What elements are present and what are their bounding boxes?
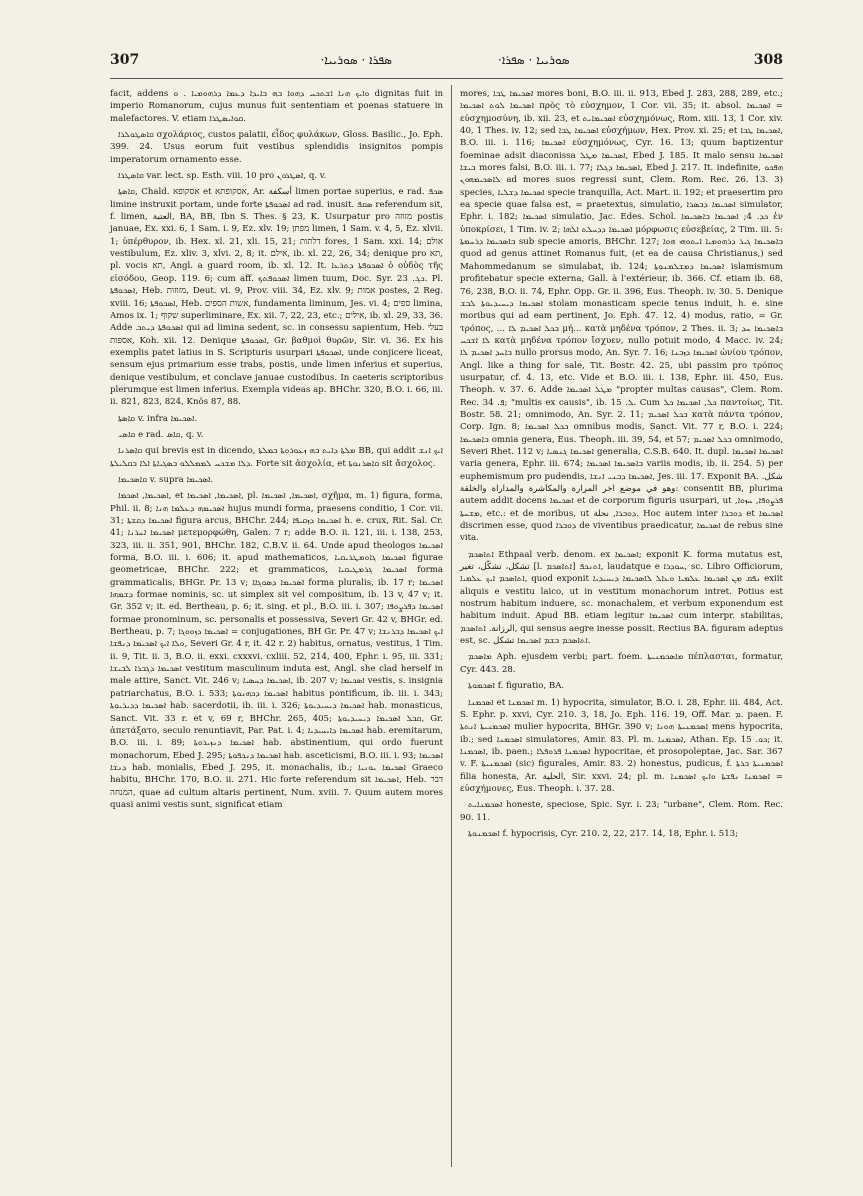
entry-paragraph: ܩܐܣܛܪܐ var. lect. sp. Esth. viii. 10 pro ܐܣܛܪܘܢ, q. v. — [118, 171, 327, 182]
entry-paragraph: ܐܣܟܝܡܐ, ܐܣܟܡܐ, et ܐܣܟܝܡܐ, ܐܣܟܝܡܐ, pl. ܐܣܟܝܡܐ, ܐܣܟܝܡܐ, σχῆμα, m. 1) figura, forma, Phil. ii. 8; ܐܣܟܝܡܗ ܕܥܠܡܐ ܗܢܐ hujus mundi forma, praesens conditio, 1 Cor. vii. 31; ܐܣܟܝܡܐ ܕܩܫܬܐ figura arcus, BHChr. 244; ܐܣܟܝܡܐ ܕܙܩܝܦܐ h. e. crux, Rit. Sal. Cr. 41; ܐܣܟܝܡܐ ܐܚܪܢܐ μετεμορφώθη, Galen. 7 r; adde B.O. ii. 121, iii. i. 138, 253, 323, iii. ii. 351, 901, BHChr. 182, C.B.V. ii. 64. Unde apud theologos ܐܣܟܝܡܐ forma, B.O. iii. i. 606; it. apud mathematicos, ܐܣܟܝܡܐ ܓܐܘܡܛܪܝܩܝܐ figurae geometricae, BHChr. 222; et grammaticos, ܐܣܟܝܡܐ ܓܪܡܛܝܩܝܐ forma grammaticalis, BHGr. Pr. 13 v; ܐܣܟܝܡܐ ܕܣܘܓܐܐ forma pluralis, ib. 17 r; ܐܣܟܝܡܐ ܕܫܡܗܐ formae nominis, sc. ut simplex sit vel compositum, ib. 13 v, 47 v; it. Gr. 352 v; it. ed. Bertheau, p. 6; it. sing. et pl., B.O. iii. i. 307; ܐܣܟܝܡܐ ܕܦܪܨܘܦܐ formae pronominum, sc. personalis et possessiva, Severi Gr. 42 v, BHGr. ed. Bertheau, p. 7; ܐܣܟܝܡܐ ܕܙܘܘܓܐ = conjugationes, BH Gr. Pr. 47 v; ܐܝܟ ܐܣܟܝܡܐ ܕܒܪܢܫܐ ܘܠܐ ܐܝܟ ܐܣܟܝܡܐ ܕܢܦܫܐ, Severi Gr. 4 r, it. 42 r. 2) habitus, ornatus, vestitus, 1 Tim. ii. 9, Tit. ii. 3, B.O. ii. exxi. cxxxvi. cxliii. 52, 214, 400, Ephr. i. 95, iii. 331; ܐܣܟܝܡܐ ܕܓܒܪܐ ܠܒܝܫܐ vestitum masculinum induta est, Angl. she clad herself in male attire, Sanct. Vit. 246 v; ܐܣܟܝܡܐ ܕܚܣܝܐ, ib. 207 v; ܐܣܟܝܡܐ vestis, s. insignia patriarchatus, B.O. i. 533; ܐܣܟܝܡܐ ܕܟܗܢܘܬܐ habitus pontificum, ib. iii. i. 343; ܐܣܟܝܡܐ ܕܕܝܪܝܘܬܐ hab. sacerdotii, ib. iii. i. 326; ܐܣܟܝܡܐ ܕܝܚܝܕܝܘܬܐ hab. monasticus, Sanct. Vit. 33 r. et v, 69 r, BHChr. 265, 405; ܩܒܠ ܐܣܟܝܡܐ ܕܝܚܝܕܝܘܬܐ, Gr. ἀπετάξατο, seculo renuntiavit, Par. Pat. i. 4; ܐܣܟܝܡܐ ܕܐܝܚܝܕܝܐ hab. eremitarum, B.O. iii. i. 89; ܐܣܟܝܡܐ ܕܢܙܝܪܘܬܐ hab. abstinentium, qui ordo fuerunt monachorum, Ebed J. 295; ܐܣܟܝܡܐ ܕܢܟܦܘܬܐ hab. asceticismi, B.O. iii. i. 93; ܐܣܟܝܡܐ ܕܢܫܐ hab. monialis, Ebed J. 295, it. monachalis, ib.; ܐܣܟܝܡܐ ܝܘܢܝܐ Graeco habitu, BHChr. 170, B.O. ii. 271. Hic forte referendum sit ܐܣܟܝܡܐ, Heb. דבר המנחה, quae ad cultum altaris pertinent, Num. xviii. 7. Quum autem mores quasi animi vestis sunt, significat etiam — [110, 491, 444, 810]
entry-paragraph: ܩܐܣܪܢܐ qui brevis est in dicendo, ܡܠܬܐ ܕܐܝܬ ܒܗ ܙܥܘܪܘܬܐ ܒܡܠܬܐ BB, qui addit ܐܝܟ ܐܢܫ ܕܠܐ ܡܫܟܚ ܠܡܡܠܠܘ ܒܣܓܝܐܬܐ ܐܠܐ ܒܩܠܝܠܬܐ. Forte sit ἀσχολία, et ܩܐܣܪܢܘܬܐ sit ἄσχολος. — [110, 446, 443, 469]
right-running-head: ·ܣܘܪܝܝܐ · ܣܦܪܐ — [498, 53, 570, 67]
entry-paragraph: ܐܣܟܡܢܘܬܐ f. hypocrisis, Cyr. 210. 2, 22, 217. 14, 18, Ephr. i. 513; — [468, 828, 739, 839]
right-column — [460, 88, 783, 844]
entry-paragraph: mores, ܐܣܟܝܡܐ ܛܒܐ mores boni, B.O. iii. ii. 913, Ebed J. 283, 288, 289, etc.; ܐܣܟܝܡܐ ܠܘܬ ܐܣܟܝܡܐ πρὸς τὸ εὐσχημον, 1 Cor. vii. 35; it. absol. ܐܣܟܝܡܐ = εὐσχημοσύνη, ib. xii. 23, et ܐܣܟܝܡܐܝܬ εὐσχημόνως, Rom. xiii. 13, 1 Cor. xiv. 40, 1 Thes. iv. 12; sed ܐܣܟܝܡܐ ܛܒܐ εὐσχήμων, Hex. Prov. xi. 25; et ܐܣܟܝܡܐ ܛܒܐ, B.O. iii. i. 116; ܐܣܟܝܡܐ εὐσχημόνως, Cyr. 16. 13; quum baptizentur foeminae adsit diaconissa ܐܣܟܝܡܐ ܡܛܠ, Ebed J. 185. It malo sensu ܐܣܟܝܡܐ ܒܝܫܐ mores falsi, B.O. iii. i. 77; ܐܣܟܝܡܐ ܕܓܠܐ, Ebed J. 217. It. indefinite, ܗܦܟܘ ܠܐܣܟܝܡܗܘܢ ad mores suos regressi sunt, Clem. Rom. Rec. 26. 13. 3) species, ܐܣܟܝܡܐ ܕܫܠܝܐ specie tranquilla, Act. Mart. ii. 192; et praesertim pro ea specie quae falsa est, = praetextus, simulatio, ܐܣܟܝܡܐ ܕܒܣܪܐ simulator, Ephr. i. 182; ܐܣܟܝܡܐ simulatio, Jac. Edes. Schol. ܟܕ. 4; ܐܣܟܝܡܐ ܒܐܣܟܝܡܐ ἐν ὑποκρίσει, 1 Tim. iv. 2; ܐܣܟܝܡܐ ܕܕܚܠܬ ܐܠܗܐ μόρφωσις εὐσεβείας, 2 Tim. iii. 5: ܒܐܣܟܝܡܐ ܕܪܚܡܬܐ sub specie amoris, BHChr. 127; ܒܐܣܟܝܡܐ ܓܝܪ ܕܪܗܘܡܝܐ ܐܝܬܘܗܝ ܗܘܐ quod ad genus attinet Romanus fuit, (et ea de causa Christianus,) sed Mahommedanum se simulabat, ib. 124; ܐܣܟܝܡܐ ܕܡܫܠܡܢܘܬܐ islamismum profitebatur specie externa, Gall. à l'extérieur, ib. 366. Cf. etiam ib. 68, 76, 238, B.O. ii. 74, Ephr. Opp. Gr. ii. 396, Eus. Theoph. iv. 30. 5. Denique ܐܣܟܝܡܐ ܕܝܚܝܕܝܘܬܐ ܠܒܫ stolam monasticam specie tenus induit, h. e. sine moribus qui ad eam pertinent, Jo. Eph. 47. 12. 4) modus, ratio, = Gr. τρόπος, ... ܒܟܠ ܐܣܟܝܡ ܠܐ μή... κατὰ μηδένα τρόπον, 2 Thes. ii. 3; ܒܐܣܟܝܡܐ ܚܕ ܠܐ ܐܫܟܚ κατὰ μηδένα τρόπον ἴσχυεν, nullo potuit modo, 4 Macc. iv. 24; ܒܐܚܕ ܐܣܟܝܡ ܠܐ nullo prorsus modo, An. Syr. 7. 16; ܐܣܟܝܡܐ ܕܙܒܢܐ ὠνίου τρόπον, Angl. like a thing for sale, Tit. Bostr. 42. 25, ubi passim pro τρόπος usurpatur, cf. 4. 13, etc. Vide et B.O. iii. i. 138, Ephr. iii. 450, Eus. Theoph. v. 37. 6. Adde ܡܛܠ ܐܣܟܝܡܐ "propter multas causas", Clem. Rom. Rec. ܦ. 34; "multis ex causis", ib. ܠ. 15. Cum ܟܠ, ܐܣܟܝܡܐ ܟܠ παντοίως, Tit. Bostr. 58. 21; omnimodo, An. Syr. 2. 11; ܒܟܠ ܐܣܟܝܡ κατὰ πάντα τρόπον, Corp. Ign. 8; ܒܟܠ ܐܣܟܝܡܐ omnibus modis, Sanct. Vit. 77 r, B.O. i. 224; ܒܐܣܟܝܡܐ omnia genera, Eus. Theoph. iii. 39, 54, et 57; ܒܟܠ ܐܣܟܝܡ omnimodo, Severi Rhet. 112 v; ܐܣܟܝܡܐ ܓܢܣܝܐ generalia, C.S.B. 640. It. dupl. ܐܣܟܝܡܐ ܐܣܟܝܡܐ varia genera, Ephr. iii. 674; ܒܐܣܟܝܡܐ ܐܣܟܝܡܐ variis modis, ib. ii. 254. 5) per euphemismum pro pudendis, ܐܣܟܝܡܐ ܕܒܢܝ ܐܢܫܐ, Jes. iii. 17. Exponit BA. شكل. وهو في موضع اخر المرارة والمكاشرة والمداراة والخلقة: consentit BB, plurima autem addit docens ܐܣܟܝܡܐ et de corporum figuris usurpari, ut ܦܪܨܘܦܐ, ܚܙܘܐ, ܡܫܚܬܐ, etc.: et de moribus, ut ܕܘܒܪܐ, نحلة. Hoc autem inter ܕܘܒܪܐ et ܐܣܟܝܡܐ discrimen esse, quod ܕܘܒܪܐ de viventibus praedicatur, ܐܣܟܝܡܐ de rebus sine vita. — [460, 89, 784, 544]
entry-paragraph: facit, addens ܘܐܝܟ ܗܢܐ ܐܫܬܟܚ ܕܗܘܐ ܒܗ ܒܐܝܕܐ ܕܥܡܐ ܕܪܗܘܡܝܐ . ܘ dignitas fuit in imperio Romanorum, cujus munus fuit sententiam et poenas statuere in malefactores. V. etiam ܩܘܐܝܣܛܪܐ. — [110, 89, 443, 124]
entry-paragraph: ܩܐܣܛܘܠܪܐ σχολάριος, custos palatii, εἶδος φυλάκων, Gloss. Basilic., Jo. Eph. 399. 24. Usus eorum fuit vestibus splendidis insignitos pompis imperatorum ornamento esse. — [110, 130, 443, 165]
header-rule — [110, 78, 783, 79]
entry-paragraph: ܩܐܣܝ e rad. ܩܐܣ, q. v. — [118, 429, 204, 440]
column-divider — [451, 85, 452, 1167]
right-page-header — [458, 52, 783, 74]
entry-paragraph: ܩܐܣܬܐ, Chald. אסקופא et אסקופתא, Ar. أسكفة limen portae superius, e rad. ܣܟܦ limine instruxit portam, unde forte ܐܣܟܘܦܬܐ ad rad. inusit. ܣܩܦ referendum sit, f. limen, العتبة, BA, BB, Ibn S. Thes. § 23, K. Usurpatur pro מזוזה postis januae, Ex. xxi. 6, 1 Sam. i. 9, Ez. xlv. 19; מפתן limen, 1 Sam. v. 4, 5, Ez. xlvii. 1; ὑπέρθυρον, ib. Hex. xl. 21, xli. 15, 21; דלתות fores, 1 Sam. xxi. 14; אולם vestibulum, Ez. xliv. 3, xlvi. 2, 8; it. אילם, ib. xl. 22, 26, 34; denique pro תא, pl. vocis תא, Angl. a guard room, ib. xl. 12. It. ܐܣܟܘܦܬܐ ܕܬܪܥܐ ὁ οὐδὸς τῆς εἰσόδου, Geop. 119. 6; cum aff. ܐܣܟܘܦܬܟ limen tuum, Doc. Syr. ܟܓ. 23. Pl. ܐܣܟܘܦܬܐ, Heb. מזוזות, Deut. vi. 9, Prov. viii. 34, Ez. xlv. 9; אמות postes, 2 Reg. xviii. 16; ܐܣܟܘܦܬܐ, Heb. אשות הספים, fundamenta liminum, Jes. vi. 4; ספים limina, Amos ix. 1; שקוף superliminare, Ex. xii. 7, 22, 23, etc.; אילים, ib. xl. 29, 33, 36. Adde ܐܣܟܘܦܬܐ ܕܝܬܒ qui ad limina sedent, sc. in consessu sapientum, Heb. בעלי אספות, Koh. xii. 12. Denique ܐܣܟܘܦܬܐ, Gr. βαθμοὶ θυρῶν, Sir. vi. 36. Ex his exemplis patet latius in S. Scripturis usurpari ܐܣܟܘܦܬܐ, unde conjicere liceat, sensum ejus primarium esse trabs, postis, unde limen inferius et superius, denique vestibulum, et conclave januae custodibus. In caeteris scriptoribus plerumque est limen inferius. Exempla videas ap. BHChr. 320, B.O. i. 66, iii. ii. 821, 823, 824, Knös 87, 88. — [110, 187, 444, 408]
left-page-number: 307 — [110, 52, 140, 68]
left-running-head: ·ܣܦܪܐ · ܣܘܪܝܝܐ — [320, 53, 392, 67]
entry-paragraph: ܐܣܟܡܢܐܝܬ honeste, speciose, Spic. Syr. i. 23; "urbane", Clem. Rom. Rec. 90. 11. — [460, 800, 783, 823]
left-column — [110, 88, 443, 815]
entry-paragraph: ܐܣܟܡܘܬܐ f. figuratio, BA. — [468, 681, 565, 692]
right-page-number: 308 — [753, 52, 783, 68]
left-page-header — [110, 52, 452, 74]
entry-paragraph: ܡܐܣܟܡ Aph. ejusdem verbi; part. foem. ܡܐܣܟܡܢܝܬܐ πέπλασται, formatur, Cyr. 443. 28. — [460, 652, 783, 675]
entry-paragraph: ܩܐܣܟܝܡܐ v. supra ܐܣܟܝܡܐ. — [118, 474, 214, 485]
entry-paragraph: ܩܐܣܬܐ v. infra ܐܣܟܝܡܐ. — [118, 413, 198, 424]
entry-paragraph: ܐܣܟܡܢܐ et ܐܣܟܡܢܐ m. 1) hypocrita, simulator, B.O. i. 28, Ephr. iii. 484, Act. S. Ephr. p. xxvi, Cyr. 210. 3, 18, Jo. Eph. 116. 19, Off. Mar. ܡ. paen. F. ܐܣܟܡܢܝܬܐ ܐܢܬܬܐ mulier hypocrita, BHGr. 390 v; ܐܣܟܡܢܝܬܐ ܗܘܢܐ mens hypocrita, ib.; sed ܐܣܟܡܢܐ simulatores, Amir. 83. Pl. m. ܐܣܟܡܢܐ, Athan. Ep. ܟܘ. 15; it. ܐܣܟܡܢܐ, ib. paen.; ܐܣܟܡܢܐ ܦܪܘܦܠܐ hypocritae, et prosopoleptae, Jac. Sar. 367 v. F. ܐܣܟܡܢܝܬܐ (sic) figurales, Amir. 83. 2) honestus, pudicus, f. ܐܣܟܡܢܝܬܐ ܒܪܬܐ filia honesta, Ar. الحلية, Sir. xxvi. 24; pl. m. ܐܣܟܡܢܐ ܢܦܫܬܐ ܘܐܝܟ ܐܣܟܡܢܐ = εὐσχήμονες, Eus. Theoph. i. 37. 28. — [460, 697, 784, 794]
entry-paragraph: ܐܬܐܣܟܡ Ethpaal verb. denom. ex ܐܣܟܝܡܐ; exponit K. forma mutatus est, تشكل، تشكّل، تغير [l. ܐܬܐܣܟܡ] ܐܬܢܟܦ, laudatque e ܚܘܕܪܐ, sc. Libro Officiorum, ܐܬܐܣܟܡ ܐܝܟ ܥܠܡܝܐ, quod exponit ܢܦܩ ܡܢ ܐܣܟܝܡܐ ܥܠܡܝܐ ܘܥܐܠ ܠܐܣܟܝܡܐ ܕܝܚܝܕܝܐ exiit aliquis e vestitu laico, ut in vestitum monachorum intret. Potius est nostrum habitum induere, sc. monachalem, et verbum exponendum est habitum induit. Apud BB. etiam legitur ܐܣܟܝܡܐ cum interpr. stabilitas, الرزانة. ܐܬܐܣܟܡ, qui sensus aegre inesse possit. Rectius BA. figuram adeptus est, sc. ܐܬܐܣܟܡ ܒܫܡ ܐܣܟܝܡܐ تشكل. — [460, 549, 784, 647]
